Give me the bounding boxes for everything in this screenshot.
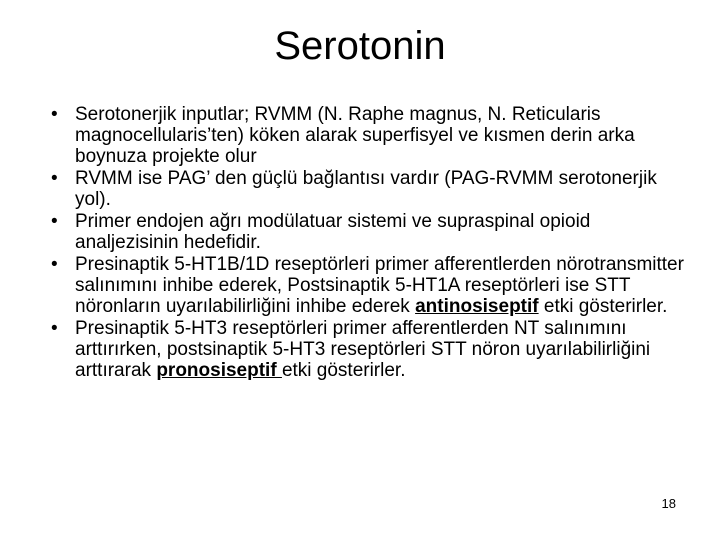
bullet-text-before: Presinaptik 5-HT1B/1D reseptörleri primer afferentlerden nörotransmitter salınımını inhibe ederek, Postsinaptik 5-HT1A reseptörleri ise STT nöronların uyarılabilirliğini inhibe ederek [75, 254, 684, 317]
bullet-text-after: etki gösterirler. [538, 296, 668, 317]
slide-title: Serotonin [274, 24, 446, 68]
bullet-text: RVMM ise PAG’ den güçlü bağlantısı vardır (PAG-RVMM serotonerjik yol). [75, 168, 657, 210]
emphasis-antinosiseptif: antinosiseptif [415, 296, 539, 317]
bullet-text: Serotonerjik inputlar; RVMM (N. Raphe magnus, N. Reticularis magnocellularis’ten) köken alarak superfisyel ve kısmen derin arka boynuza projekte olur [75, 104, 635, 167]
bullet-text-after: etki gösterirler. [281, 360, 406, 381]
bullet-list [46, 104, 696, 382]
bullet-text [75, 254, 684, 317]
emphasis-pronosiseptif: pronosiseptif [156, 360, 282, 381]
bullet-item [46, 104, 696, 167]
bullet-marker: • [51, 211, 58, 232]
bullet-marker: • [51, 168, 58, 189]
bullet-item [46, 211, 696, 253]
bullet-marker: • [51, 254, 58, 275]
bullet-item [46, 318, 696, 381]
page-number: 18 [661, 496, 676, 511]
bullet-marker: • [51, 318, 58, 339]
bullet-text [75, 318, 650, 381]
bullet-text: Primer endojen ağrı modülatuar sistemi ve supraspinal opioid analjezisinin hedefidir. [75, 211, 591, 253]
bullet-text-before: Presinaptik 5-HT3 reseptörleri primer afferentlerden NT salınımını arttırırken, postsinaptik 5-HT3 reseptörleri STT nöron uyarılabilirliğini arttırarak [75, 318, 651, 381]
bullet-marker: • [51, 104, 58, 125]
bullet-item [46, 254, 696, 317]
bullet-item [46, 168, 696, 210]
